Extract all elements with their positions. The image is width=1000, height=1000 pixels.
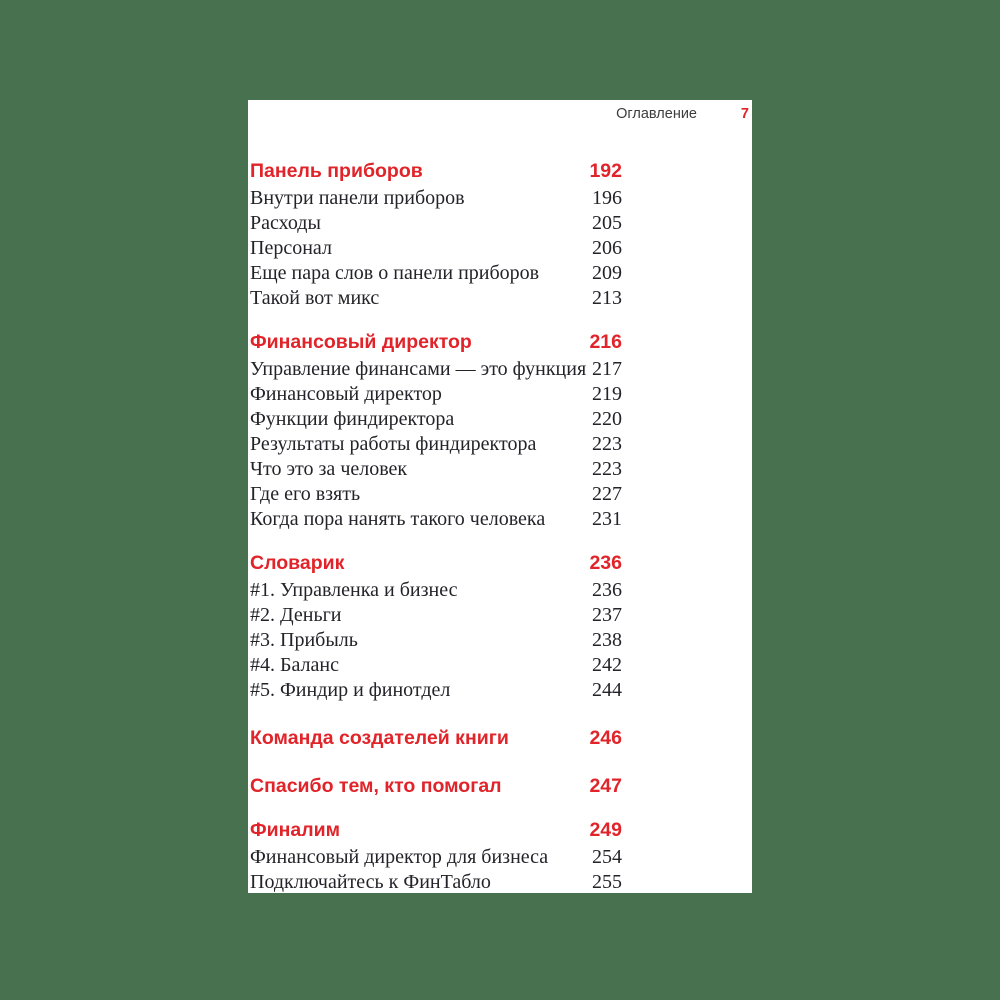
toc-section-title: Словарик	[250, 552, 345, 574]
toc-item	[250, 261, 622, 286]
toc-item-page-number: 231	[592, 508, 622, 530]
toc-section	[250, 771, 622, 801]
toc-item-page-number: 223	[592, 433, 622, 455]
toc-item-page-number: 209	[592, 262, 622, 284]
toc-item-title: Такой вот микс	[250, 287, 380, 309]
toc-item-title: #5. Финдир и финотдел	[250, 679, 451, 701]
toc-item-page-number: 236	[592, 579, 622, 601]
toc-item	[250, 578, 622, 603]
toc-section-heading	[250, 723, 622, 753]
toc-item	[250, 186, 622, 211]
toc-page	[248, 100, 752, 893]
toc-item	[250, 357, 622, 382]
toc-section-title: Финалим	[250, 819, 341, 841]
toc-item	[250, 457, 622, 482]
toc-section	[250, 815, 622, 893]
running-header-page-number: 7	[740, 106, 749, 122]
toc-section	[250, 156, 622, 311]
toc-section-page-number: 249	[589, 819, 622, 841]
toc-section-heading	[250, 327, 622, 357]
toc-item-title: Финансовый директор для бизнеса	[250, 846, 549, 868]
toc-item-page-number: 219	[592, 383, 622, 405]
toc-item-title: #2. Деньги	[250, 604, 342, 626]
toc-item-page-number: 237	[592, 604, 622, 626]
toc-item-page-number: 254	[592, 846, 622, 868]
toc-item-title: Функции финдиректора	[250, 408, 455, 430]
toc-section-title: Команда создателей книги	[250, 727, 509, 749]
toc-item-title: Управление финансами — это функция	[250, 358, 587, 380]
toc-item-page-number: 244	[592, 679, 622, 701]
toc-section-heading	[250, 815, 622, 845]
toc-item	[250, 407, 622, 432]
toc-item-page-number: 205	[592, 212, 622, 234]
toc-item-page-number: 206	[592, 237, 622, 259]
toc-item-page-number: 227	[592, 483, 622, 505]
toc-section-heading	[250, 771, 622, 801]
toc-item	[250, 382, 622, 407]
toc-section-heading	[250, 548, 622, 578]
toc-item	[250, 432, 622, 457]
toc-item	[250, 286, 622, 311]
toc-item-page-number: 213	[592, 287, 622, 309]
toc-section-title: Панель приборов	[250, 160, 423, 182]
toc-section	[250, 548, 622, 703]
toc-item-page-number: 242	[592, 654, 622, 676]
toc-item-page-number: 223	[592, 458, 622, 480]
toc-section-heading	[250, 156, 622, 186]
toc-item-page-number: 238	[592, 629, 622, 651]
toc-item	[250, 678, 622, 703]
toc-item-title: #4. Баланс	[250, 654, 339, 676]
toc-item-page-number: 255	[592, 871, 622, 893]
toc-item-title: Финансовый директор	[250, 383, 442, 405]
toc-item-page-number: 217	[592, 358, 622, 380]
toc-list	[250, 156, 622, 893]
toc-item	[250, 482, 622, 507]
toc-section-title: Спасибо тем, кто помогал	[250, 775, 502, 797]
toc-item	[250, 211, 622, 236]
toc-section-page-number: 216	[589, 331, 622, 353]
running-header-title: Оглавление	[616, 106, 697, 122]
toc-section	[250, 327, 622, 532]
toc-item-page-number: 220	[592, 408, 622, 430]
toc-section-page-number: 192	[589, 160, 622, 182]
toc-item	[250, 845, 622, 870]
toc-item	[250, 507, 622, 532]
toc-section-page-number: 236	[589, 552, 622, 574]
toc-item-title: #1. Управленка и бизнес	[250, 579, 458, 601]
toc-item-title: Где его взять	[250, 483, 361, 505]
toc-item-title: Что это за человек	[250, 458, 408, 480]
toc-item-title: Когда пора нанять такого человека	[250, 508, 546, 530]
toc-item-title: Результаты работы финдиректора	[250, 433, 537, 455]
toc-item	[250, 870, 622, 893]
toc-section-page-number: 246	[589, 727, 622, 749]
toc-item-title: Персонал	[250, 237, 332, 259]
toc-item	[250, 236, 622, 261]
toc-item-title: Подключайтесь к ФинТабло	[250, 871, 491, 893]
toc-item	[250, 653, 622, 678]
running-header	[248, 100, 752, 130]
toc-section-page-number: 247	[589, 775, 622, 797]
toc-item	[250, 603, 622, 628]
toc-item	[250, 628, 622, 653]
toc-item-title: Еще пара слов о панели приборов	[250, 262, 540, 284]
toc-item-page-number: 196	[592, 187, 622, 209]
toc-item-title: Расходы	[250, 212, 321, 234]
toc-section	[250, 723, 622, 753]
toc-item-title: #3. Прибыль	[250, 629, 358, 651]
toc-item-title: Внутри панели приборов	[250, 187, 465, 209]
toc-section-title: Финансовый директор	[250, 331, 472, 353]
